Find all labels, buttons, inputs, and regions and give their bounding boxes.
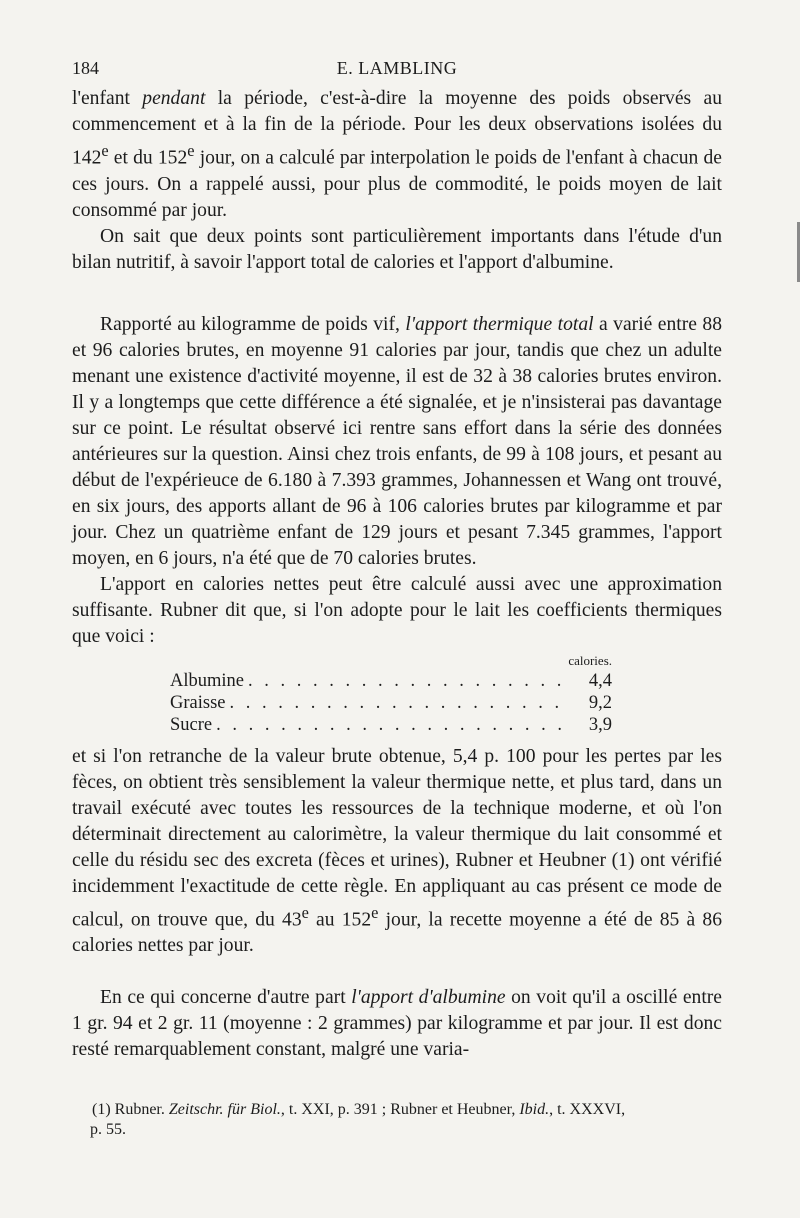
- table-row: Sucre . . . 3,9: [170, 714, 612, 736]
- paragraph-4: L'apport en calories nettes peut être calculé aussi avec une approximation suffisante. Rubner dit que, si l'on adopte pour le lait les coefficients thermiques que voici :: [72, 573, 722, 647]
- paragraph-1: l'enfant pendant la période, c'est-à-dire la moyenne des poids observés au commencement et à la fin de la période. Pour les deux observations isolées du 142e et du 152e jour, on a calculé par interpolation le poids de l'enfant à chacun de ces jours. On a rappelé aussi, pour plus de commodité, le poids moyen de lait consommé par jour.: [72, 88, 722, 221]
- calorie-coefficients-table: [170, 652, 612, 736]
- emphasis-apport-thermique: l'apport thermique total: [405, 313, 594, 335]
- paragraph-2: On sait que deux points sont particulièrement importants dans l'étude d'un bilan nutritif, à savoir l'apport total de calories et l'apport d'albumine.: [72, 225, 722, 273]
- table-row: Albumine . . . 4,4: [170, 670, 612, 692]
- emphasis-apport-albumine: l'apport d'albumine: [351, 987, 506, 1009]
- table-row: Graisse . . . 9,2: [170, 692, 612, 714]
- page: [72, 58, 722, 1063]
- emphasis-pendant: pendant: [142, 88, 206, 109]
- paragraph-3: Rapporté au kilogramme de poids vif, l'apport thermique total a varié entre 88 et 96 calories brutes, en moyenne 91 calories par jour, tandis que chez un adulte menant une existence d'activité moyenne, il est de 32 à 38 calories brutes environ. Il y a longtemps que cette différence a été signalée, et je n'insisterai pas davantage sur ce point. Le résultat observé ici rentre sans effort dans la série des données antérieures sur la question. Ainsi chez trois enfants, de 99 à 108 jours, et pesant au début de l'expérieuce de 6.180 à 7.393 grammes, Johannessen et Wang ont trouvé, en six jours, des apports allant de 96 à 106 calories brutes par kilogramme et par jour. Chez un quatrième enfant de 129 jours et pesant 7.345 grammes, l'apport moyen, en 6 jours, n'a été que de 70 calories brutes.: [72, 313, 723, 569]
- running-head: E. LAMBLING: [336, 58, 458, 78]
- page-header: [72, 58, 722, 86]
- table-unit-header: calories.: [568, 652, 612, 668]
- footnote-line-1: (1) Rubner. Zeitschr. für Biol., t. XXI, p. 391 ; Rubner et Heubner, Ibid., t. XXXVI,: [92, 1101, 626, 1118]
- footnote: [92, 1100, 722, 1140]
- footnote-line-2: p. 55.: [90, 1121, 126, 1138]
- paragraph-6: En ce qui concerne d'autre part l'apport d'albumine on voit qu'il a oscillé entre 1 gr. 94 et 2 gr. 11 (moyenne : 2 grammes) par kilogramme et par jour. Il est donc resté remarquablement constant, malgré une varia-: [72, 987, 722, 1061]
- page-number: 184: [72, 58, 99, 78]
- paragraph-5: et si l'on retranche de la valeur brute obtenue, 5,4 p. 100 pour les pertes par les fèces, on obtient très sensiblement la valeur thermique nette, et plus tard, dans un travail exécuté avec toutes les ressources de la technique moderne, et où l'on déterminait directement au calorimètre, la valeur thermique du lait consommé et celle du résidu sec des excreta (fèces et urines), Rubner et Heubner (1) ont vérifié incidemment l'exactitude de cette règle. En appliquant au cas présent ce mode de calcul, on trouve que, du 43e au 152e jour, la recette moyenne a été de 85 à 86 calories nettes par jour.: [72, 745, 722, 957]
